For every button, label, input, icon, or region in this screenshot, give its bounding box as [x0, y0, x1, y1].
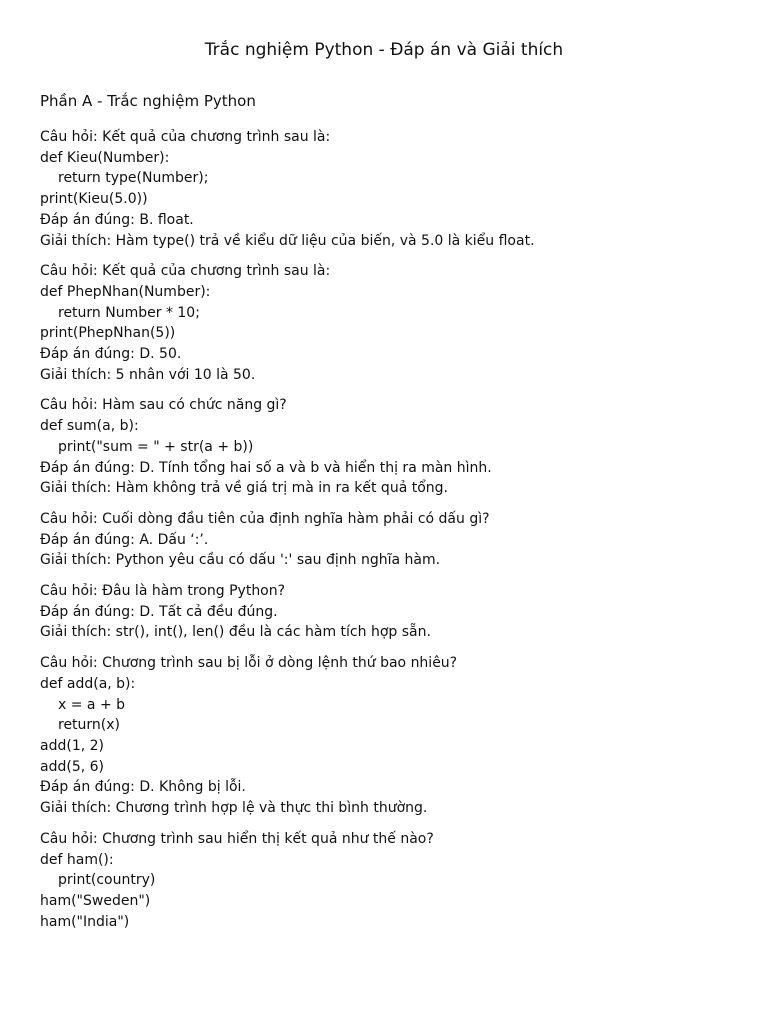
question-block — [40, 829, 728, 933]
answer-text: Đáp án đúng: D. 50. — [40, 346, 182, 363]
answer-text: Đáp án đúng: D. Không bị lỗi. — [40, 779, 246, 796]
question-list — [40, 127, 728, 932]
code-line: return(x) — [58, 717, 121, 734]
question-text: Câu hỏi: Kết quả của chương trình sau là: — [40, 129, 331, 145]
answer-text: Đáp án đúng: D. Tất cả đều đúng. — [40, 603, 278, 620]
explanation-text: Giải thích: str(), int(), len() đều là các hàm tích hợp sẵn. — [40, 624, 431, 641]
code-line: print(country) — [58, 872, 156, 889]
question-text: Câu hỏi: Kết quả của chương trình sau là: — [40, 263, 331, 280]
code-line: print(Kieu(5.0)) — [40, 191, 148, 208]
code-line: print(PhepNhan(5)) — [40, 325, 176, 342]
code-line: ham("India") — [40, 913, 130, 930]
explanation-text: Giải thích: Chương trình hợp lệ và thực thi bình thường. — [40, 800, 428, 817]
question-block — [40, 653, 728, 819]
question-block — [40, 127, 728, 251]
question-text: Câu hỏi: Chương trình sau hiển thị kết quả như thế nào? — [40, 830, 434, 847]
answer-text: Đáp án đúng: B. float. — [40, 211, 194, 228]
code-line: def PhepNhan(Number): — [40, 283, 211, 300]
explanation-text: Giải thích: Hàm type() trả về kiểu dữ liệu của biến, và 5.0 là kiểu float. — [40, 232, 535, 249]
question-block — [40, 509, 728, 571]
code-line: x = a + b — [58, 696, 126, 713]
question-block — [40, 261, 728, 385]
code-line: def Kieu(Number): — [40, 149, 170, 166]
section-heading: Phần A - Trắc nghiệm Python — [40, 92, 256, 110]
explanation-text: Giải thích: Python yêu cầu có dấu ':' sau định nghĩa hàm. — [40, 552, 441, 569]
code-line: def ham(): — [40, 851, 114, 868]
question-text: Câu hỏi: Cuối dòng đầu tiên của định nghĩa hàm phải có dấu gì? — [40, 510, 490, 527]
question-text: Câu hỏi: Đâu là hàm trong Python? — [40, 583, 286, 600]
code-line: add(5, 6) — [40, 758, 104, 775]
code-line: return Number * 10; — [58, 304, 200, 321]
question-text: Câu hỏi: Chương trình sau bị lỗi ở dòng lệnh thứ bao nhiêu? — [40, 655, 458, 672]
question-block — [40, 581, 728, 643]
question-block — [40, 395, 728, 499]
answer-text: Đáp án đúng: D. Tính tổng hai số a và b và hiển thị ra màn hình. — [40, 459, 492, 476]
code-line: print("sum = " + str(a + b)) — [58, 438, 254, 455]
code-line: def add(a, b): — [40, 675, 136, 692]
code-line: def sum(a, b): — [40, 418, 139, 435]
code-line: return type(Number); — [58, 170, 209, 187]
explanation-text: Giải thích: 5 nhân với 10 là 50. — [40, 366, 256, 383]
answer-text: Đáp án đúng: A. Dấu ‘:’. — [40, 531, 209, 548]
code-line: add(1, 2) — [40, 737, 104, 754]
explanation-text: Giải thích: Hàm không trả về giá trị mà in ra kết quả tổng. — [40, 480, 448, 497]
code-line: ham("Sweden") — [40, 892, 151, 909]
question-text: Câu hỏi: Hàm sau có chức năng gì? — [40, 397, 287, 414]
document-title: Trắc nghiệm Python - Đáp án và Giải thích — [204, 40, 564, 60]
